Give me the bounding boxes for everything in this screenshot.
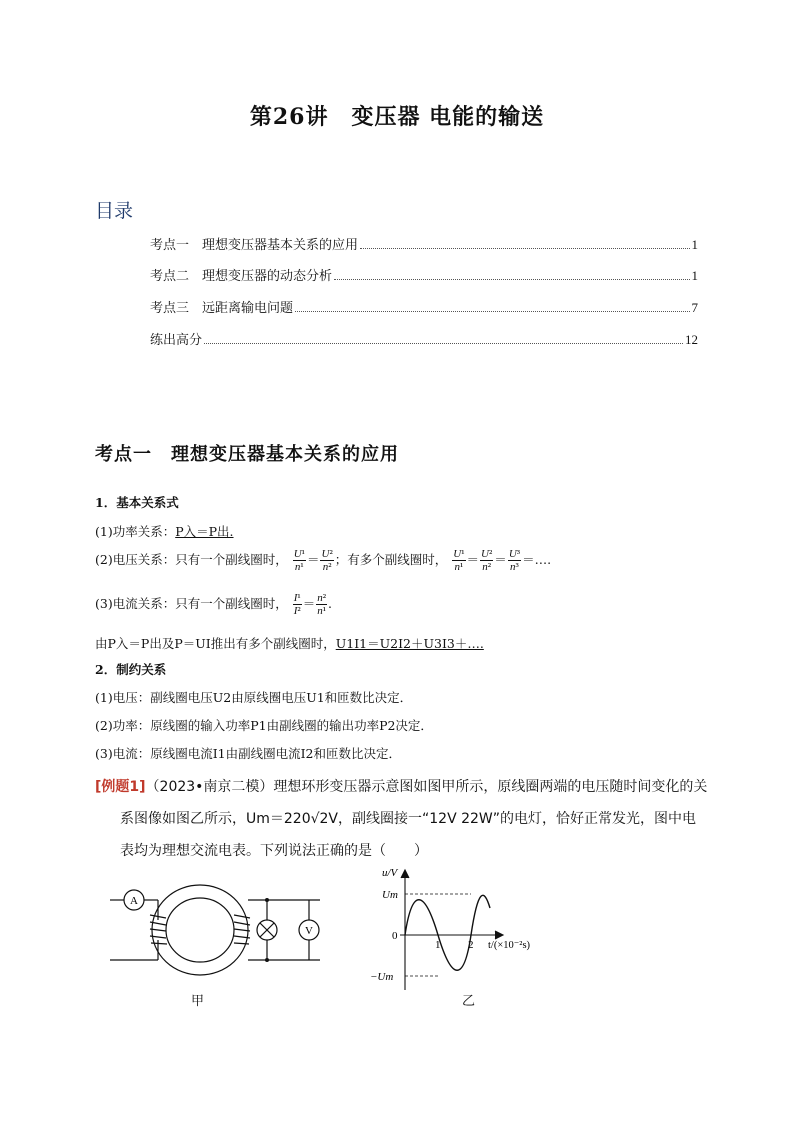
toc-item-label: 考点一 理想变压器基本关系的应用 <box>150 238 359 253</box>
toc-item-page: 1 <box>691 268 698 283</box>
subheading-constraints: 2．制约关系 <box>95 662 167 677</box>
x-axis-label: t/(×10⁻²s) <box>488 940 531 951</box>
power-formula: P入＝P出. <box>175 524 234 539</box>
power-relation <box>95 522 234 540</box>
fraction-u2-n2-multi: $\frac{\text{U²}}{\text{n²}}$ <box>481 548 493 573</box>
neg-um-label: −Um <box>370 971 394 983</box>
toc-leader-dots <box>204 343 683 344</box>
figure-a-caption: 甲 <box>191 994 205 1009</box>
current-prefix: (3)电流关系：只有一个副线圈时， <box>95 596 288 611</box>
voltage-prefix: (2)电压关系：只有一个副线圈时， <box>95 552 288 567</box>
voltage-time-graph <box>360 868 580 998</box>
toc-leader-dots <box>360 248 689 249</box>
origin-label: 0 <box>392 930 398 942</box>
fraction-u2-n2: $\frac{\text{U²}}{\text{n²}}$ <box>321 548 333 573</box>
voltage-tail: ＝…. <box>522 552 552 567</box>
derive-prefix: 由P入＝P出及P＝UI推出有多个副线圈时， <box>95 636 336 651</box>
constraint-power: (2)功率：原线圈的输入功率P1由副线圈的输出功率P2决定． <box>95 718 433 733</box>
toc-item-1[interactable] <box>150 233 698 253</box>
y-axis-label: u/V <box>382 868 398 879</box>
voltage-mid: ；有多个副线圈时， <box>334 552 448 567</box>
toc-leader-dots <box>334 279 689 280</box>
toc-item-page: 12 <box>685 332 698 347</box>
example-text-1: （2023•南京二模）理想环形变压器示意图如图甲所示，原线圈两端的电压随时间变化的关 <box>145 779 708 795</box>
toc-item-page: 1 <box>691 237 698 252</box>
figure-b-caption: 乙 <box>462 994 476 1009</box>
derive-relation <box>95 634 484 652</box>
toc-item-4[interactable] <box>150 328 698 348</box>
current-relation: (3)电流关系：只有一个副线圈时， $\frac{\text{I¹}}{\text{I²}}$ ＝ $\frac{\text{n²}}{\text{n¹}}$ . <box>95 592 332 617</box>
toc-item-label: 考点二 理想变压器的动态分析 <box>150 269 333 284</box>
ammeter-label: A <box>130 895 138 907</box>
transformer-circuit-figure <box>110 870 330 1000</box>
tick-label-1: 1 <box>435 939 441 951</box>
um-label: Um <box>382 889 398 901</box>
toc-item-3[interactable] <box>150 296 698 316</box>
subheading-basic-relations: 1．基本关系式 <box>95 495 179 510</box>
fraction-u1-n1-multi: $\frac{\text{U¹}}{\text{n¹}}$ <box>453 548 465 573</box>
example-tag: [例题1] <box>95 779 146 795</box>
power-prefix: (1)功率关系： <box>95 524 176 539</box>
toc-item-2[interactable] <box>150 264 698 284</box>
tick-label-2: 2 <box>468 939 474 951</box>
example-line-1 <box>95 776 707 796</box>
constraint-current: (3)电流：原线圈电流I1由副线圈电流I2和匝数比决定． <box>95 746 401 761</box>
toc-item-label: 考点三 远距离输电问题 <box>150 301 294 316</box>
example-line-3: 表均为理想交流电表。下列说法正确的是（ ） <box>120 843 428 859</box>
fraction-u1-n1: $\frac{\text{U¹}}{\text{n¹}}$ <box>293 548 305 573</box>
constraint-voltage: (1)电压：副线圈电压U2由原线圈电压U1和匝数比决定． <box>95 690 413 705</box>
voltage-relation: (2)电压关系：只有一个副线圈时， $\frac{\text{U¹}}{\text{n¹}}$ ＝ $\frac{\text{U²}}{\text{n²}}$ ；有多个副线圈时， $\frac{\text{U¹}}{\text{n¹}}$ ＝ $\frac{\text{U²}}{\text{n²}}$ ＝ $\frac{\text{U³}}{\text{n³}}$ ＝…. <box>95 548 552 573</box>
toc-item-page: 7 <box>691 300 698 315</box>
page-title: 第26讲 变压器 电能的输送 <box>249 104 545 130</box>
fraction-u3-n3: $\frac{\text{U³}}{\text{n³}}$ <box>508 548 521 573</box>
example-line-2: 系图像如图乙所示，Um＝220√2V，副线圈接一“12V 22W”的电灯，恰好正常发光，图中电 <box>120 811 697 827</box>
fraction-i1-i2: $\frac{\text{I¹}}{\text{I²}}$ <box>293 592 301 617</box>
voltmeter-label: V <box>305 925 313 937</box>
fraction-n2-n1: $\frac{\text{n²}}{\text{n¹}}$ <box>317 592 327 617</box>
toc-heading: 目录 <box>95 200 134 222</box>
toc-leader-dots <box>295 311 689 312</box>
derive-formula: U1I1＝U2I2＋U3I3＋…. <box>335 636 484 651</box>
section-heading: 考点一 理想变压器基本关系的应用 <box>95 444 399 465</box>
toc-item-label: 练出高分 <box>150 333 203 348</box>
